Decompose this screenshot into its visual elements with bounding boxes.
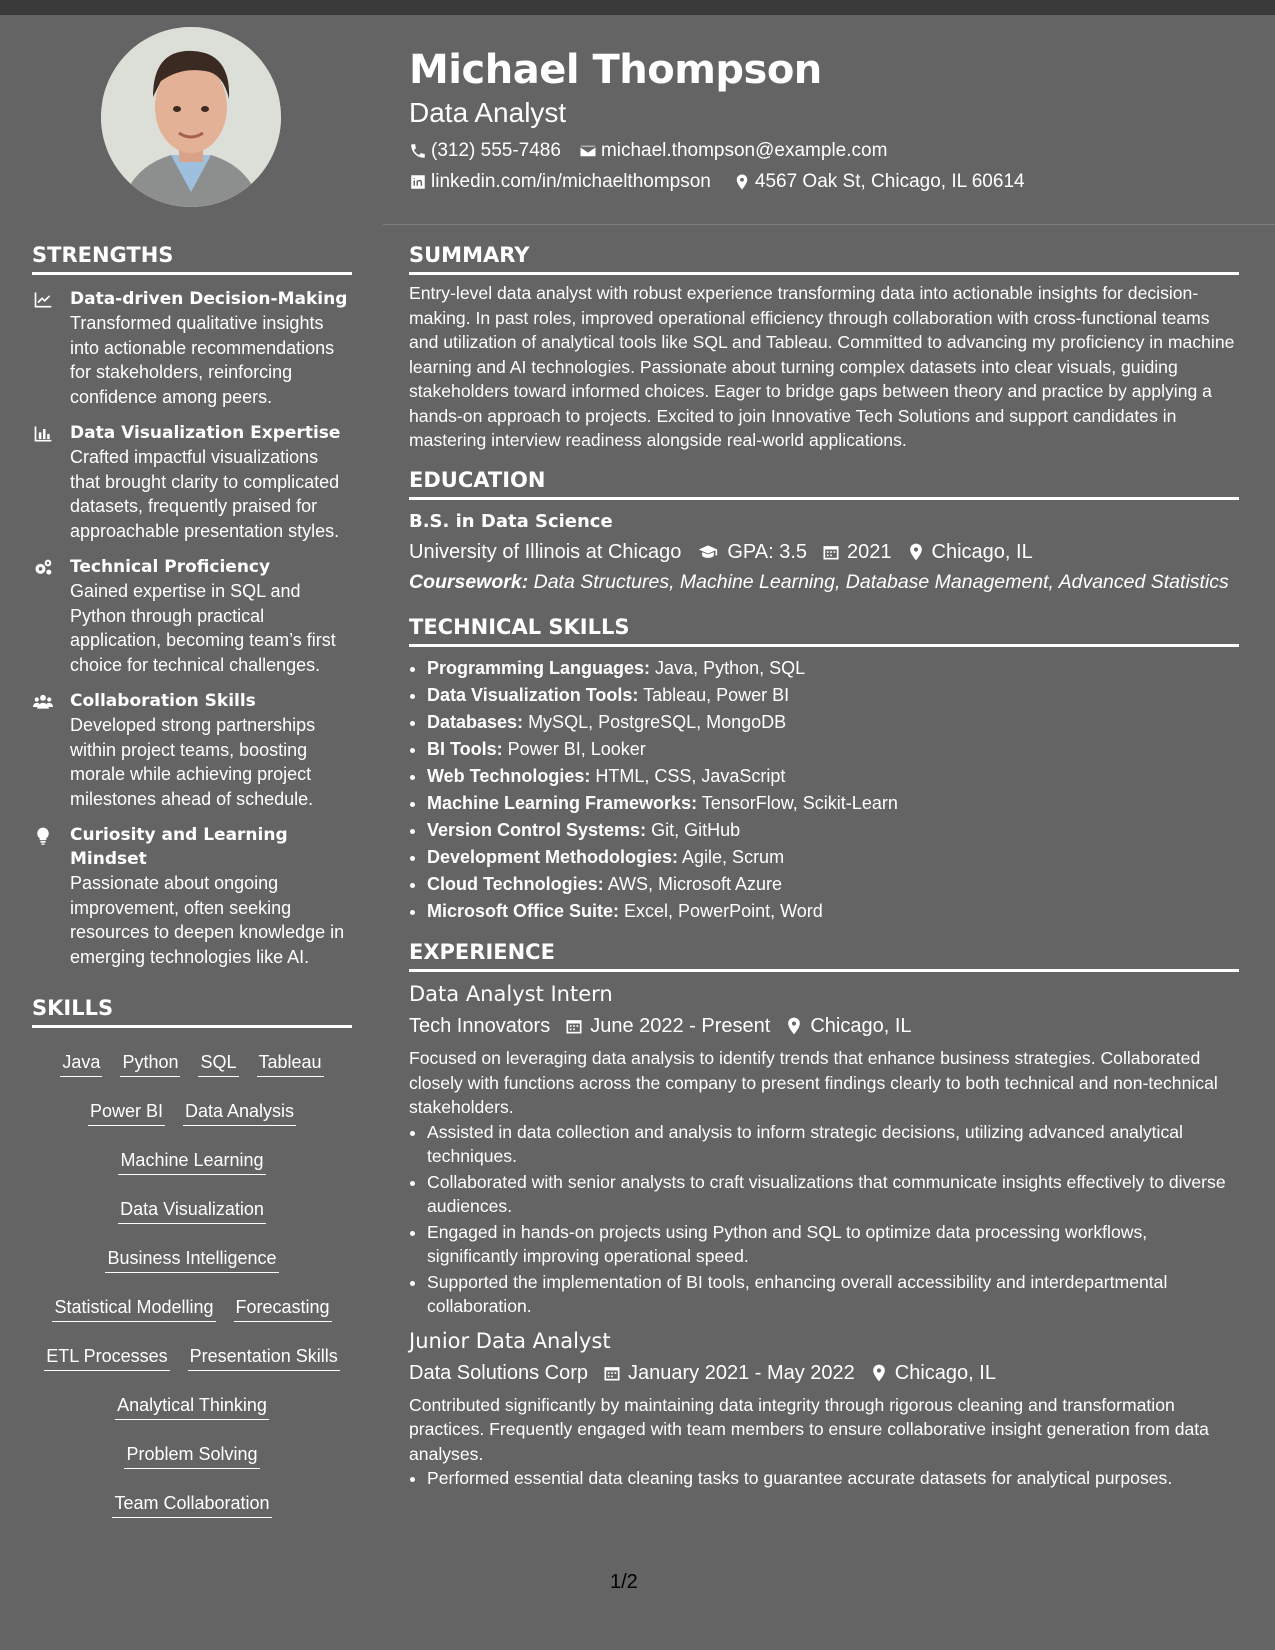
skill-values: MySQL, PostgreSQL, MongoDB <box>528 712 787 732</box>
list-item <box>427 790 1239 817</box>
skills-heading: SKILLS <box>32 993 352 1028</box>
skill-category: Version Control Systems: <box>427 820 647 840</box>
strength-item <box>32 287 352 409</box>
strength-title: Curiosity and Learning Mindset <box>70 825 288 869</box>
email[interactable] <box>579 140 887 162</box>
linkedin[interactable] <box>409 171 711 193</box>
list-item: • Engaged in hands-on projects using Python and SQL to optimize data processing workflows, significantly improving operational speed. <box>427 1220 1239 1269</box>
skill-category: Data Visualization Tools: <box>427 685 639 705</box>
list-item: • Collaborated with senior analysts to craft visualizations that communicate insights effectively to diverse audiences. <box>427 1170 1239 1219</box>
list-item <box>427 709 1239 736</box>
graduation-year: 2021 <box>847 540 892 563</box>
strength-item <box>32 421 352 543</box>
linkedin-text: linkedin.com/in/michaelthompson <box>431 171 711 192</box>
skill-category: Cloud Technologies: <box>427 874 604 894</box>
summary-heading: SUMMARY <box>409 240 1239 275</box>
skill-chip: Business Intelligence <box>105 1240 278 1273</box>
job-dates: January 2021 - May 2022 <box>627 1361 855 1384</box>
header <box>409 42 1239 193</box>
skill-chip: Data Analysis <box>183 1093 296 1126</box>
location-icon <box>906 542 926 562</box>
company: Tech Innovators <box>409 1015 551 1037</box>
address-text: 4567 Oak St, Chicago, IL 60614 <box>754 171 1025 192</box>
skill-chip: SQL <box>198 1044 238 1077</box>
candidate-title: Data Analyst <box>409 97 567 128</box>
list-item <box>427 871 1239 898</box>
coursework <box>409 570 1239 595</box>
left-column <box>32 240 352 1528</box>
school: University of Illinois at Chicago <box>409 540 682 563</box>
company: Data Solutions Corp <box>409 1361 588 1384</box>
skill-chip: Presentation Skills <box>188 1338 340 1371</box>
strength-title: Data Visualization Expertise <box>70 423 341 443</box>
skill-values: HTML, CSS, JavaScript <box>595 766 786 786</box>
strengths-heading: STRENGTHS <box>32 240 352 275</box>
job-entry <box>409 1327 1239 1491</box>
technical-skills-list <box>409 655 1239 925</box>
job-location: Chicago, IL <box>810 1015 912 1037</box>
list-item <box>427 817 1239 844</box>
summary-text: Entry-level data analyst with robust experience transforming data into actionable insights for decision-making. In past roles, improved operational efficiency through collaboration with cross-functional teams and utilization of analytical tools like SQL and Tableau. Committed to advancing my proficiency in machine learning and AI technologies. Passionate about turning complex datasets into clear visuals, guiding stakeholders toward informed choices. Eager to bridge gaps between theory and practice by applying a hands-on approach to projects. Excited to join Innovative Tech Solutions and support candidates in mastering interview readiness alongside real-world applications. <box>409 283 1235 450</box>
linkedin-icon <box>409 173 427 191</box>
skill-chip: Analytical Thinking <box>115 1387 269 1420</box>
strength-desc: Gained expertise in SQL and Python through practical application, becoming team’s first choice for technical challenges. <box>70 581 336 675</box>
job-meta <box>409 1012 1239 1040</box>
list-item <box>427 763 1239 790</box>
strength-desc: Transformed qualitative insights into actionable recommendations for stakeholders, reinforcing confidence among peers. <box>70 313 335 407</box>
skill-category: Programming Languages: <box>427 658 651 678</box>
contact-row-2 <box>409 171 1239 193</box>
strength-title: Data-driven Decision-Making <box>70 289 348 309</box>
list-item <box>427 655 1239 682</box>
job-bullets <box>409 1466 1239 1491</box>
education-heading: EDUCATION <box>409 465 1239 500</box>
profile-photo <box>101 27 281 207</box>
skill-chip: Team Collaboration <box>112 1485 271 1518</box>
strengths-list <box>32 287 352 969</box>
line-chart-icon <box>32 290 54 310</box>
strength-item <box>32 823 352 969</box>
technical-skills-heading: TECHNICAL SKILLS <box>409 612 1239 647</box>
cogs-icon <box>32 558 54 578</box>
skill-chip: Data Visualization <box>118 1191 266 1224</box>
skill-category: Development Methodologies: <box>427 847 679 867</box>
skill-category: Web Technologies: <box>427 766 591 786</box>
contact-row-1 <box>409 140 1239 162</box>
location-icon <box>733 173 751 191</box>
skill-chip: ETL Processes <box>44 1338 169 1371</box>
job-title: Junior Data Analyst <box>409 1328 611 1353</box>
skill-category: Machine Learning Frameworks: <box>427 793 698 813</box>
phone-text: (312) 555-7486 <box>431 140 561 161</box>
skill-values: AWS, Microsoft Azure <box>607 874 783 894</box>
calendar-icon <box>821 542 841 562</box>
skill-values: Java, Python, SQL <box>655 658 806 678</box>
email-icon <box>579 142 597 160</box>
location-icon <box>869 1363 889 1383</box>
list-item <box>427 844 1239 871</box>
skill-chip: Python <box>120 1044 180 1077</box>
education-details <box>409 538 1239 566</box>
skill-chip: Statistical Modelling <box>52 1289 215 1322</box>
strength-desc: Crafted impactful visualizations that brought clarity to complicated datasets, frequently praised for approachable presentation styles. <box>70 447 340 541</box>
email-text: michael.thompson@example.com <box>600 140 888 161</box>
job-entry <box>409 980 1239 1319</box>
skill-chip: Forecasting <box>234 1289 332 1322</box>
skill-category: BI Tools: <box>427 739 503 759</box>
header-divider <box>383 224 1275 225</box>
list-item <box>427 682 1239 709</box>
strength-desc: Passionate about ongoing improvement, often seeking resources to deepen knowledge in emerging technologies like AI. <box>70 873 345 967</box>
degree: B.S. in Data Science <box>409 510 613 532</box>
bar-chart-icon <box>32 424 54 444</box>
phone-icon <box>409 142 427 160</box>
strength-title: Technical Proficiency <box>70 557 271 577</box>
candidate-name: Michael Thompson <box>409 47 822 93</box>
skill-chip: Problem Solving <box>124 1436 259 1469</box>
job-description: Focused on leveraging data analysis to identify trends that enhance business strategies. Collaborated closely with functions across the company to present findings clearly to both technical and non-technical stakeholders. <box>409 1048 1218 1117</box>
calendar-icon <box>564 1016 584 1036</box>
skill-chip: Java <box>60 1044 102 1077</box>
job-bullets <box>409 1120 1239 1319</box>
list-item: • Supported the implementation of BI tools, enhancing overall accessibility and interdepartmental collaboration. <box>427 1270 1239 1319</box>
job-dates: June 2022 - Present <box>590 1015 771 1037</box>
skill-chip: Tableau <box>257 1044 324 1077</box>
phone[interactable] <box>409 140 561 162</box>
skill-category: Microsoft Office Suite: <box>427 901 620 921</box>
skill-values: Git, GitHub <box>651 820 741 840</box>
list-item: • Performed essential data cleaning tasks to guarantee accurate datasets for analytical purposes. <box>427 1466 1239 1491</box>
top-bar <box>0 0 1275 15</box>
address <box>733 171 1025 193</box>
right-column <box>409 240 1239 1492</box>
gpa: GPA: 3.5 <box>727 540 808 563</box>
skill-chip: Power BI <box>88 1093 165 1126</box>
list-item: • Assisted in data collection and analysis to inform strategic decisions, utilizing advanced analytical techniques. <box>427 1120 1239 1169</box>
page-number: 1/2 <box>610 1571 638 1593</box>
graduation-cap-icon <box>695 542 721 562</box>
skills-list <box>32 1038 352 1528</box>
skill-category: Databases: <box>427 712 524 732</box>
job-title: Data Analyst Intern <box>409 982 613 1006</box>
strength-title: Collaboration Skills <box>70 691 256 711</box>
job-description: Contributed significantly by maintaining data integrity through rigorous cleaning and transformation practices. Frequently engaged with team members to ensure collaborative insight generation from data analyses. <box>409 1394 1209 1464</box>
job-meta <box>409 1359 1239 1387</box>
list-item <box>427 736 1239 763</box>
education-location: Chicago, IL <box>931 540 1033 563</box>
users-icon <box>32 692 54 712</box>
list-item <box>427 898 1239 925</box>
skill-chip: Machine Learning <box>118 1142 265 1175</box>
skill-values: Tableau, Power BI <box>643 685 790 705</box>
coursework-label: Coursework: <box>409 570 529 593</box>
skill-values: TensorFlow, Scikit-Learn <box>701 793 898 813</box>
location-icon <box>784 1016 804 1036</box>
strength-item <box>32 689 352 811</box>
job-location: Chicago, IL <box>894 1361 996 1384</box>
skill-values: Excel, PowerPoint, Word <box>624 901 823 921</box>
calendar-icon <box>602 1363 622 1383</box>
coursework-list: Data Structures, Machine Learning, Database Management, Advanced Statistics <box>533 570 1229 593</box>
strength-item <box>32 555 352 677</box>
skill-values: Power BI, Looker <box>507 739 646 759</box>
skill-values: Agile, Scrum <box>682 847 785 867</box>
experience-heading: EXPERIENCE <box>409 937 1239 972</box>
lightbulb-icon <box>32 826 54 846</box>
strength-desc: Developed strong partnerships within project teams, boosting morale while achieving project milestones ahead of schedule. <box>70 715 316 809</box>
